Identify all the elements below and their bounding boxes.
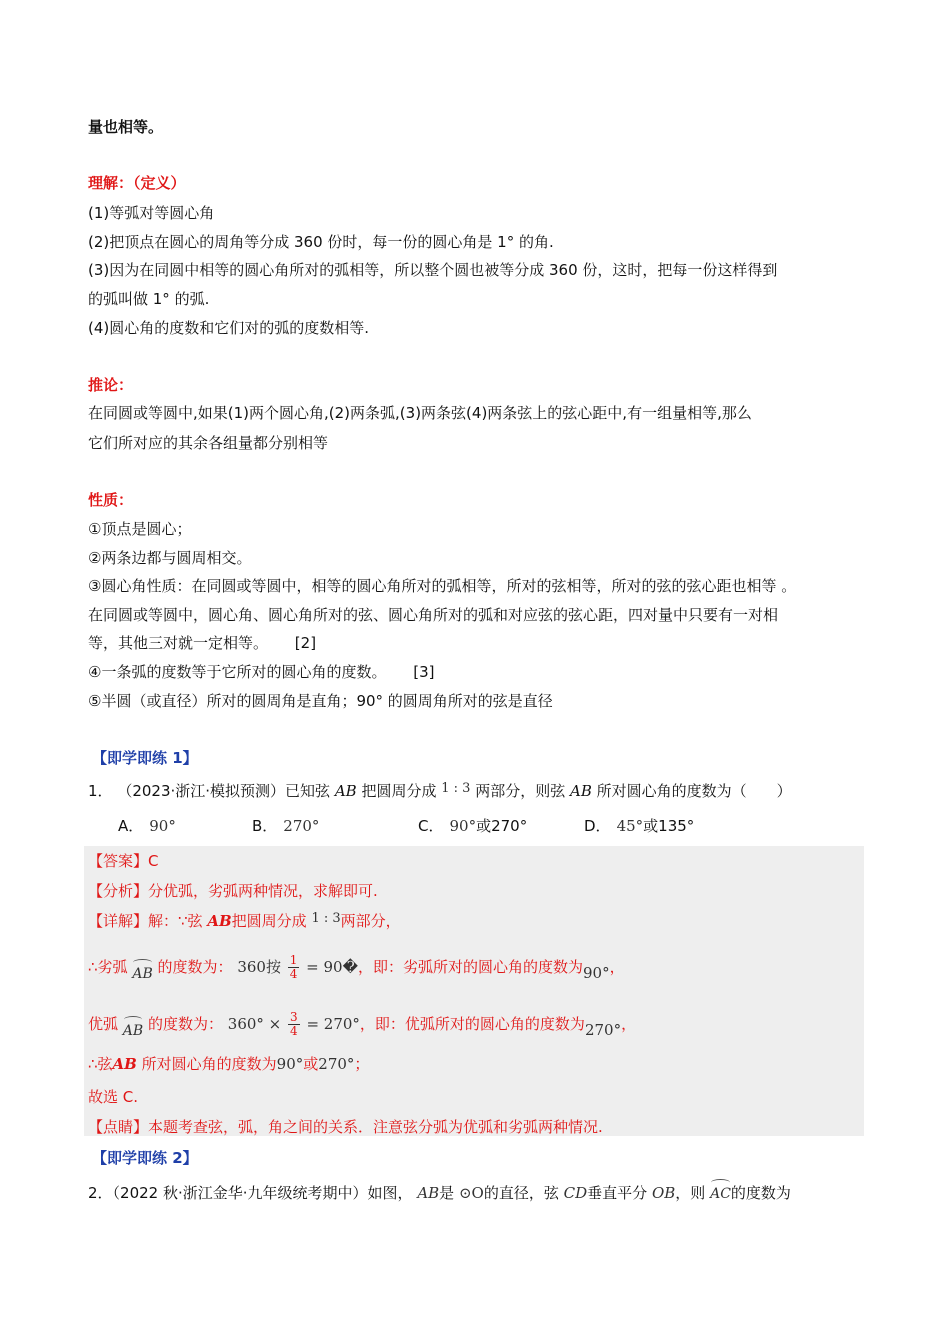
detail-line-1: 【详解】解：∵弦 AB把圆周分成 1 : 3两部分，: [88, 911, 401, 930]
analysis-line: 【分析】分优弧，劣弧两种情况，求解即可.: [88, 882, 378, 900]
comment-line: 【点睛】本题考查弦，弧，角之间的关系．注意弦分弧为优弧和劣弧两种情况.: [88, 1118, 603, 1136]
property-3-cont-2: 等，其他三对就一定相等。 [2]: [88, 634, 317, 652]
property-5: ⑤半圆（或直径）所对的圆周角是直角；90° 的圆周角所对的弦是直径: [88, 692, 553, 710]
detail-line-major-arc: 优弧 AB 的度数为： 360° × $\frac{3}{4}$ = 270°，即：优弧所对的圆心角的度数为270°，: [88, 1011, 636, 1038]
understanding-item-3-cont: 的弧叫做 1° 的弧.: [88, 290, 210, 308]
property-3: ③圆心角性质：在同圆或等圆中，相等的圆心角所对的弧相等，所对的弦相等，所对的弦的弦心距也相等 。: [88, 577, 797, 595]
choose-line: 故选 C.: [88, 1088, 139, 1106]
option-a[interactable]: A． 90°: [118, 817, 176, 835]
understanding-item-4: (4)圆心角的度数和它们对的弧的度数相等.: [88, 319, 370, 337]
fraction-one-quarter: $\frac{1}{4}$: [289, 953, 298, 981]
understanding-item-3: (3)因为在同圆中相等的圆心角所对的弧相等，所以整个圆也被等分成 360 份，这时，把每一份这样得到: [88, 261, 778, 279]
understanding-item-2: (2)把顶点在圆心的周角等分成 360 份时，每一份的圆心角是 1° 的角.: [88, 233, 554, 251]
arc-ab-symbol: AB: [123, 1020, 143, 1042]
fraction-three-quarters: $\frac{3}{4}$: [290, 1010, 298, 1038]
corollary-line-2: 它们所对应的其余各组量都分别相等: [88, 434, 329, 452]
property-1: ①顶点是圆心；: [88, 520, 192, 538]
property-2: ②两条边都与圆周相交。: [88, 549, 252, 567]
detail-line-minor-arc: ∴劣弧 AB 的度数为： 360按 $\frac{1}{4}$ = 90�，即：劣弧所对的圆心角的度数为90°，: [88, 954, 625, 981]
arc-ab-symbol: AB: [132, 963, 152, 985]
property-3-cont-1: 在同圆或等圆中，圆心角、圆心角所对的弦、圆心角所对的弧和对应弦的弦心距，四对量中只要有一对相: [88, 606, 779, 624]
option-b[interactable]: B． 270°: [252, 817, 320, 835]
option-d[interactable]: D． 45°或135°: [584, 817, 695, 835]
exercise1-question: 1． （2023·浙江·模拟预测）已知弦 AB 把圆周分成 1 : 3 两部分，则弦 AB 所对圆心角的度数为（ ）: [88, 781, 792, 800]
property-4: ④一条弧的度数等于它所对的圆心角的度数。 [3]: [88, 663, 435, 681]
properties-heading: 性质：: [88, 491, 134, 509]
corollary-line-1: 在同圆或等圆中,如果(1)两个圆心角,(2)两条弧,(3)两条弦(4)两条弦上的弦心距中,有一组量相等,那么: [88, 404, 752, 422]
answer-line: 【答案】C: [88, 852, 159, 870]
detail-line-conclusion: ∴弦AB 所对圆心角的度数为90°或270°；: [88, 1055, 370, 1073]
understanding-heading: 理解：（定义）: [88, 174, 186, 192]
understanding-item-1: (1)等弧对等圆心角: [88, 204, 215, 222]
corollary-heading: 推论：: [88, 376, 134, 394]
exercise2-heading: 【即学即练 2】: [92, 1149, 198, 1167]
arc-ac-symbol: AC: [710, 1183, 731, 1205]
option-c[interactable]: C． 90°或270°: [418, 817, 528, 835]
reference-3[interactable]: [3]: [413, 663, 435, 681]
intro-end: 量也相等。: [88, 118, 164, 136]
reference-2[interactable]: [2]: [294, 634, 317, 652]
exercise1-heading: 【即学即练 1】: [92, 749, 198, 767]
exercise2-question: 2．（2022 秋·浙江金华·九年级统考期中）如图， AB是 ⊙O的直径，弦 CD垂直平分 OB，则 AC的度数为: [88, 1182, 791, 1205]
